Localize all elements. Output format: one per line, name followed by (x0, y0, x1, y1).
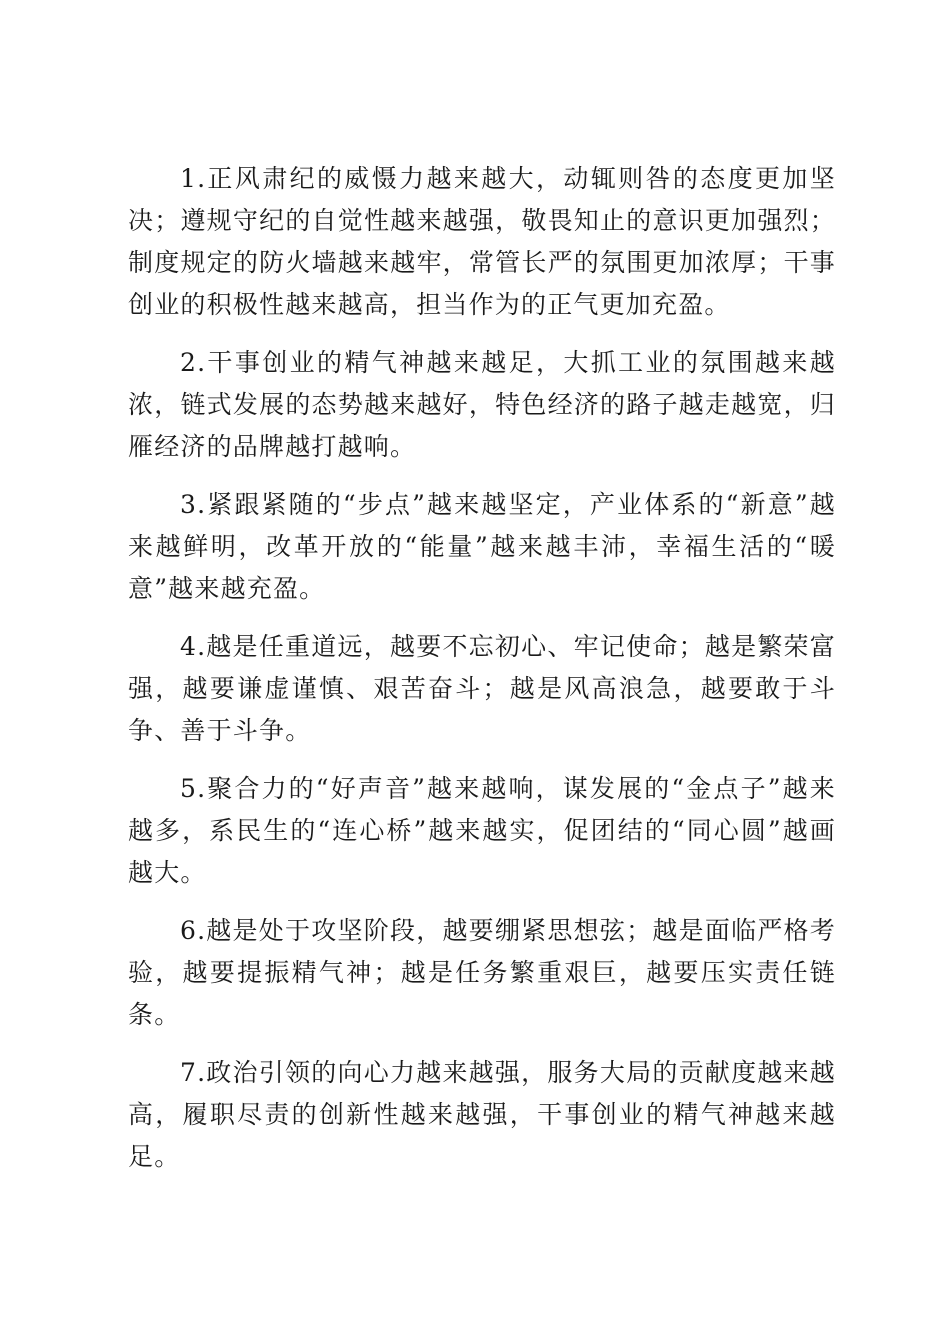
paragraph-7: 7.政治引领的向心力越来越强，服务大局的贡献度越来越高，履职尽责的创新性越来越强，干事创业的精气神越来越足。 (128, 1058, 836, 1171)
paragraph-6: 6.越是处于攻坚阶段，越要绷紧思想弦；越是面临严格考验，越要提振精气神；越是任务繁重艰巨，越要压实责任链条。 (128, 916, 836, 1029)
paragraph-5: 5.聚合力的“好声音”越来越响，谋发展的“金点子”越来越多，系民生的“连心桥”越来越实，促团结的“同心圆”越画越大。 (128, 774, 836, 887)
paragraph-4: 4.越是任重道远，越要不忘初心、牢记使命；越是繁荣富强，越要谦虚谨慎、艰苦奋斗；越是风高浪急，越要敢于斗争、善于斗争。 (128, 632, 836, 745)
paragraph-1: 1.正风肃纪的威慑力越来越大，动辄则咎的态度更加坚决；遵规守纪的自觉性越来越强，敬畏知止的意识更加强烈；制度规定的防火墙越来越牢，常管长严的氛围更加浓厚；干事创业的积极性越来越高，担当作为的正气更加充盈。 (128, 164, 836, 319)
document-body (128, 158, 836, 1194)
paragraph-2: 2.干事创业的精气神越来越足，大抓工业的氛围越来越浓，链式发展的态势越来越好，特色经济的路子越走越宽，归雁经济的品牌越打越响。 (128, 348, 836, 461)
paragraph-3: 3.紧跟紧随的“步点”越来越坚定，产业体系的“新意”越来越鲜明，改革开放的“能量”越来越丰沛，幸福生活的“暖意”越来越充盈。 (128, 490, 836, 603)
